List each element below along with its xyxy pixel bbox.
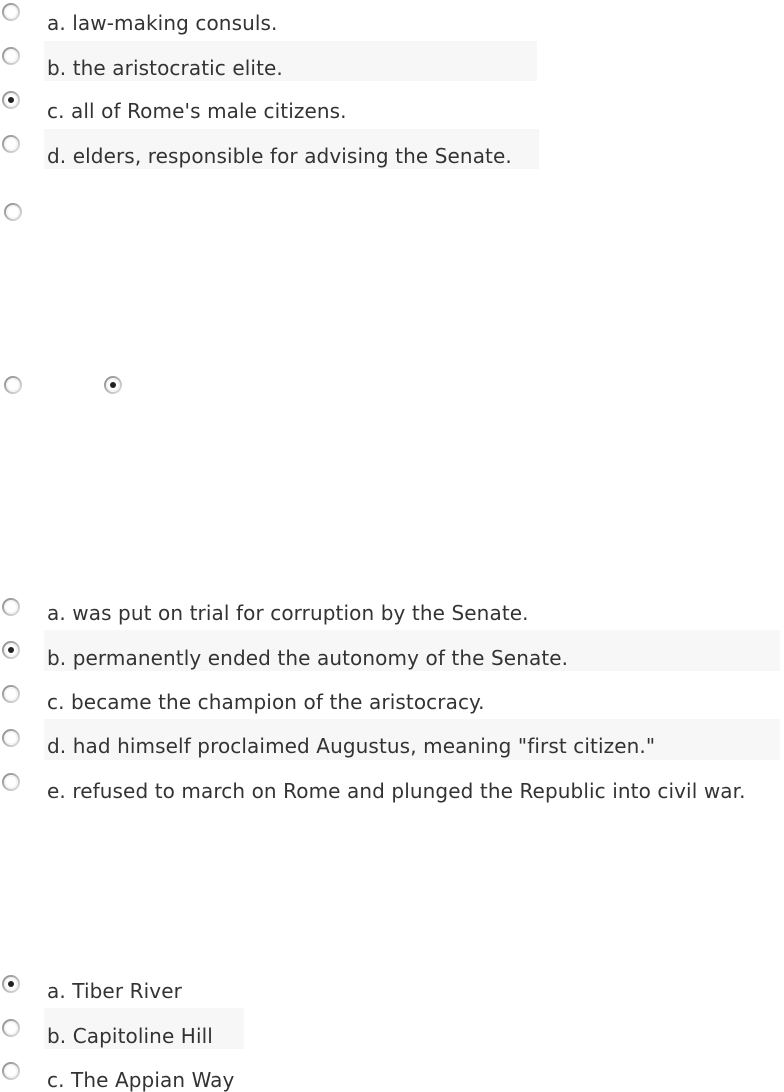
q5-option-a-radio[interactable] bbox=[1, 974, 21, 994]
radio-checked-icon bbox=[1, 90, 21, 110]
q4-option-e-radio[interactable] bbox=[1, 772, 21, 792]
q4-option-e-label: e. refused to march on Rome and plunged the Republic into civil war. bbox=[47, 779, 746, 803]
q2-option-a-radio[interactable] bbox=[3, 202, 23, 222]
q1-option-d[interactable] bbox=[0, 134, 540, 174]
q1-option-a-radio[interactable] bbox=[1, 2, 21, 22]
q4-option-b-radio[interactable] bbox=[1, 640, 21, 660]
radio-unchecked-icon bbox=[3, 380, 23, 399]
q4-option-c-radio[interactable] bbox=[1, 684, 21, 704]
radio-unchecked-icon bbox=[1, 684, 21, 704]
q1-option-c-radio[interactable] bbox=[1, 90, 21, 110]
q1-option-d-radio[interactable] bbox=[1, 134, 21, 154]
q3-option-a-radio[interactable] bbox=[3, 375, 23, 395]
radio-unchecked-icon bbox=[1, 772, 21, 792]
radio-unchecked-icon bbox=[1, 1061, 21, 1081]
radio-unchecked-icon bbox=[1, 1018, 21, 1038]
q1-option-a[interactable] bbox=[0, 2, 540, 42]
q1-option-b[interactable] bbox=[0, 46, 540, 86]
q1-option-d-label: d. elders, responsible for advising the Senate. bbox=[47, 144, 512, 168]
radio-unchecked-icon bbox=[3, 207, 23, 226]
q5-option-c-radio[interactable] bbox=[1, 1061, 21, 1081]
q5-option-b[interactable] bbox=[0, 1018, 784, 1058]
q3-option-b-radio[interactable] bbox=[103, 375, 123, 395]
q4-option-c-label: c. became the champion of the aristocracy. bbox=[47, 690, 485, 714]
q4-option-b[interactable] bbox=[0, 640, 784, 680]
radio-unchecked-icon bbox=[1, 46, 21, 66]
radio-unchecked-icon bbox=[1, 2, 21, 22]
q4-option-d[interactable] bbox=[0, 728, 784, 768]
radio-checked-icon bbox=[1, 974, 21, 994]
q5-option-c-label: c. The Appian Way bbox=[47, 1068, 235, 1092]
q4-option-d-radio[interactable] bbox=[1, 728, 21, 748]
q1-option-b-label: b. the aristocratic elite. bbox=[47, 56, 283, 80]
q4-option-a-label: a. was put on trial for corruption by the Senate. bbox=[47, 601, 529, 625]
q5-option-b-radio[interactable] bbox=[1, 1018, 21, 1038]
radio-checked-icon bbox=[103, 380, 123, 399]
q1-option-c[interactable] bbox=[0, 90, 540, 130]
q5-option-b-label: b. Capitoline Hill bbox=[47, 1024, 213, 1048]
radio-unchecked-icon bbox=[1, 728, 21, 748]
radio-unchecked-icon bbox=[1, 134, 21, 154]
q1-option-b-radio[interactable] bbox=[1, 46, 21, 66]
radio-unchecked-icon bbox=[1, 597, 21, 617]
q4-option-a-radio[interactable] bbox=[1, 597, 21, 617]
radio-checked-icon bbox=[1, 640, 21, 660]
q4-option-d-label: d. had himself proclaimed Augustus, meaning "first citizen." bbox=[47, 734, 656, 758]
q1-option-c-label: c. all of Rome's male citizens. bbox=[47, 99, 347, 123]
q5-option-c[interactable] bbox=[0, 1061, 784, 1092]
q1-option-a-label: a. law-making consuls. bbox=[47, 11, 278, 35]
q4-option-e[interactable] bbox=[0, 772, 784, 812]
q5-option-a-label: a. Tiber River bbox=[47, 979, 182, 1003]
q4-option-c[interactable] bbox=[0, 684, 784, 724]
q4-option-b-label: b. permanently ended the autonomy of the Senate. bbox=[47, 646, 569, 670]
